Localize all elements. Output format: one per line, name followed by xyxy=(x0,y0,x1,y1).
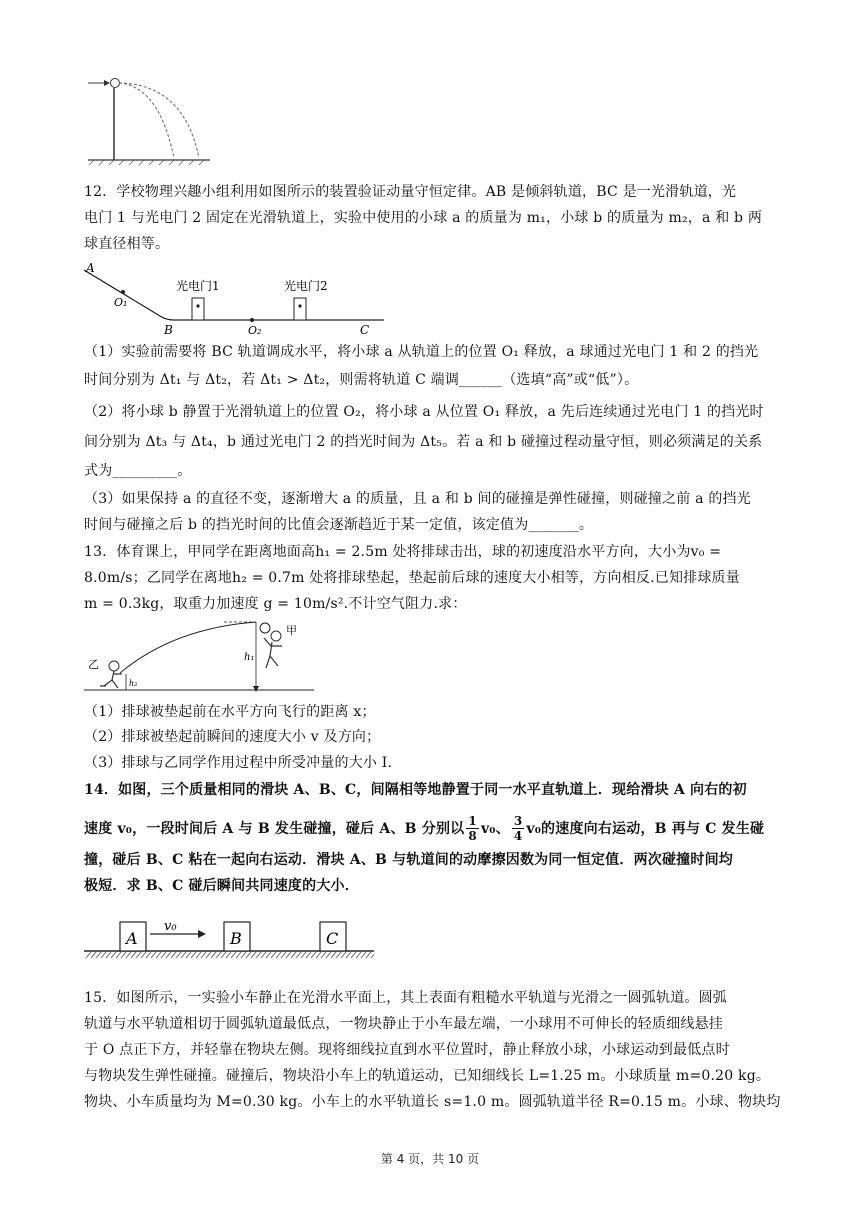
ground-hatch-mark xyxy=(196,952,201,958)
ground-hatch-mark xyxy=(361,952,366,958)
q12-track-figure xyxy=(84,262,384,338)
q12-part-2c: 式为_________。 xyxy=(84,463,192,479)
ground-hatch-mark xyxy=(256,952,261,958)
ground-hatch-mark xyxy=(356,952,361,958)
ground-hatch-mark xyxy=(336,952,341,958)
label-o1: O₁ xyxy=(114,296,128,309)
ground-hatch-mark xyxy=(311,952,316,958)
ground-hatch-mark xyxy=(346,952,351,958)
block-b-label: B xyxy=(230,929,242,948)
fraction-one-eighth xyxy=(466,814,479,843)
ground-hatch-mark xyxy=(96,952,101,958)
q15-line-4: 与物块发生弹性碰撞。碰撞后，物块沿小车上的轨道运动，已知细线长 L=1.25 m。小球质量 m=0.20 kg。 xyxy=(84,1068,771,1084)
q15-line-2: 轨道与水平轨道相切于圆弧轨道最低点，一物块静止于小车最左端，一小球用不可伸长的轻质细线悬挂 xyxy=(84,1016,723,1032)
ground-hatch-mark xyxy=(206,952,211,958)
ground-hatch-mark xyxy=(231,952,236,958)
q13-line-2: 8.0m/s；乙同学在离地h₂ = 0.7m 处将排球垫起，垫起前后球的速度大小相等，方向相反.已知排球质量 xyxy=(84,570,740,586)
fraction-2-denominator: 4 xyxy=(513,829,523,843)
ground-hatch-mark xyxy=(111,952,116,958)
ground-hatch-mark xyxy=(176,952,181,958)
ground-hatch-mark xyxy=(141,952,146,958)
q14-blocks-figure xyxy=(84,912,374,966)
q13-line-3: m = 0.3kg，取重力加速度 g = 10m/s².不计空气阻力.求： xyxy=(84,596,467,612)
ground-hatch-mark xyxy=(146,952,151,958)
ground-hatch-mark xyxy=(271,952,276,958)
ground-hatch-mark xyxy=(166,952,171,958)
ground-hatch-mark xyxy=(286,952,291,958)
q13-volleyball-figure xyxy=(84,616,314,696)
ground-hatch-mark xyxy=(156,952,161,958)
q12-line-1: 12．学校物理兴趣小组利用如图所示的装置验证动量守恒定律。AB 是倾斜轨道，BC 是一光滑轨道，光 xyxy=(84,184,737,200)
ground-hatch-mark xyxy=(136,952,141,958)
ground-hatch-mark xyxy=(321,952,326,958)
ground-hatch-mark xyxy=(226,952,231,958)
ground-hatch-mark xyxy=(91,952,96,958)
ground-hatch-mark xyxy=(351,952,356,958)
velocity-v0-label: v₀ xyxy=(164,919,177,934)
ground-hatch-mark xyxy=(281,952,286,958)
ground-hatch-mark xyxy=(106,952,111,958)
ground-hatch-mark xyxy=(211,952,216,958)
ground-hatch-mark xyxy=(101,952,106,958)
ground-hatch-mark xyxy=(251,952,256,958)
q14-line-1: 14．如图，三个质量相同的滑块 A、B、C，间隔相等地静置于同一水平直轨道上．现给滑块 A 向右的初 xyxy=(84,782,747,798)
ground-hatch-mark xyxy=(161,952,166,958)
ground-hatch-mark xyxy=(201,952,206,958)
fraction-1-numerator: 1 xyxy=(468,814,477,828)
ground-hatch-mark xyxy=(276,952,281,958)
label-b: B xyxy=(164,323,173,337)
q14-line-4: 极短．求 B、C 碰后瞬间共同速度的大小． xyxy=(84,878,359,894)
ground-hatch-mark xyxy=(316,952,321,958)
page-footer: 第 4 页，共 10 页 xyxy=(380,1152,480,1166)
label-yi: 乙 xyxy=(88,658,99,671)
q12-part-3a: （3）如果保持 a 的直径不变，逐渐增大 a 的质量，且 a 和 b 间的碰撞是弹性碰撞，则碰撞之前 a 的挡光 xyxy=(84,491,751,507)
ground-hatch-mark xyxy=(181,952,186,958)
ground-hatch-mark xyxy=(266,952,271,958)
q15-line-1: 15．如图所示，一实验小车静止在光滑水平面上，其上表面有粗糙水平轨道与光滑之一圆弧轨道。圆弧 xyxy=(84,990,728,1006)
q12-part-1a: （1）实验前需要将 BC 轨道调成水平，将小球 a 从轨道上的位置 O₁ 释放，a 球通过光电门 1 和 2 的挡光 xyxy=(84,344,759,360)
q15-line-5: 物块、小车质量均为 M=0.30 kg。小车上的水平轨道长 s=1.0 m。圆弧轨道半径 R=0.15 m。小球、物块均 xyxy=(84,1094,781,1110)
label-a: A xyxy=(86,262,95,275)
q14-line-3: 撞，碰后 B、C 粘在一起向右运动．滑块 A、B 与轨道间的动摩擦因数为同一恒定值．两次碰撞时间均 xyxy=(84,852,733,868)
ground-hatch-mark xyxy=(326,952,331,958)
ground-hatch-mark xyxy=(151,952,156,958)
ground-hatch-mark xyxy=(191,952,196,958)
ground-hatch-mark xyxy=(296,952,301,958)
q12-line-2: 电门 1 与光电门 2 固定在光滑轨道上，实验中使用的小球 a 的质量为 m₁，小球 b 的质量为 m₂，a 和 b 两 xyxy=(84,210,763,226)
q13-part-2: （2）排球被垫起前瞬间的速度大小 v 及方向； xyxy=(84,729,381,745)
q13-part-1: （1）排球被垫起前在水平方向飞行的距离 x； xyxy=(84,704,376,720)
label-o2: O₂ xyxy=(248,324,262,337)
label-jia: 甲 xyxy=(286,624,297,637)
ground-hatch-mark xyxy=(246,952,251,958)
ground-hatch-mark xyxy=(126,952,131,958)
block-a-label: A xyxy=(126,929,138,948)
ground-hatch-mark xyxy=(261,952,266,958)
ground-hatch-mark xyxy=(216,952,221,958)
projectile-tower-figure xyxy=(84,74,214,166)
q12-part-2a: （2）将小球 b 静置于光滑轨道上的位置 O₂，将小球 a 从位置 O₁ 释放，a 先后连续通过光电门 1 的挡光时 xyxy=(84,404,764,420)
q14-line-2-mid: v₀、 xyxy=(480,820,510,837)
fraction-1-denominator: 8 xyxy=(468,829,477,843)
ground-hatch-mark xyxy=(221,952,226,958)
q14-line-2 xyxy=(84,814,784,843)
block-c-label: C xyxy=(326,929,339,948)
q12-part-2b: 间分别为 Δt₃ 与 Δt₄，b 通过光电门 2 的挡光时间为 Δt₅。若 a 和 b 碰撞过程动量守恒，则必须满足的关系 xyxy=(84,434,763,450)
ground-hatch-mark xyxy=(371,952,374,958)
ground-hatch-mark xyxy=(171,952,176,958)
q15-line-3: 于 O 点正下方，并轻靠在物块左侧。现将细线拉直到水平位置时，静止释放小球，小球运动到最低点时 xyxy=(84,1042,730,1058)
q12-part-1b: 时间分别为 Δt₁ 与 Δt₂，若 Δt₁ > Δt₂，则需将轨道 C 端调______（选填“高”或“低”）。 xyxy=(84,372,639,388)
label-c: C xyxy=(360,323,370,337)
fraction-three-quarters xyxy=(512,814,525,843)
ground-hatch-mark xyxy=(291,952,296,958)
ground-hatch-mark xyxy=(86,952,91,958)
label-photogate-2: 光电门2 xyxy=(284,279,328,293)
q12-part-3b: 时间与碰撞之后 b 的挡光时间的比值会逐渐趋近于某一定值，该定值为_______。 xyxy=(84,517,594,533)
label-photogate-1: 光电门1 xyxy=(176,279,220,293)
q13-part-3: （3）排球与乙同学作用过程中所受冲量的大小 I. xyxy=(84,755,393,771)
label-h1: h₁ xyxy=(244,652,255,663)
ground-hatch-mark xyxy=(366,952,371,958)
ground-hatch-mark xyxy=(116,952,121,958)
ground-hatch-mark xyxy=(331,952,336,958)
ground-hatch-mark xyxy=(121,952,126,958)
q13-line-1: 13．体育课上，甲同学在距离地面高h₁ = 2.5m 处将排球击出，球的初速度沿水平方向，大小为v₀ = xyxy=(84,544,722,560)
label-h2: h₂ xyxy=(129,679,138,688)
ground-hatch-mark xyxy=(131,952,136,958)
ground-hatch-mark xyxy=(341,952,346,958)
q12-line-3: 球直径相等。 xyxy=(84,236,170,252)
fraction-2-numerator: 3 xyxy=(513,814,523,828)
q14-line-2-pre: 速度 v₀，一段时间后 A 与 B 发生碰撞，碰后 A、B 分别以 xyxy=(84,820,465,837)
q14-line-2-post: v₀的速度向右运动，B 再与 C 发生碰 xyxy=(526,820,765,837)
ground-hatch-mark xyxy=(241,952,246,958)
ground-hatch-mark xyxy=(306,952,311,958)
ground-hatch-mark xyxy=(301,952,306,958)
ground-hatch-mark xyxy=(186,952,191,958)
ground-hatch-mark xyxy=(236,952,241,958)
